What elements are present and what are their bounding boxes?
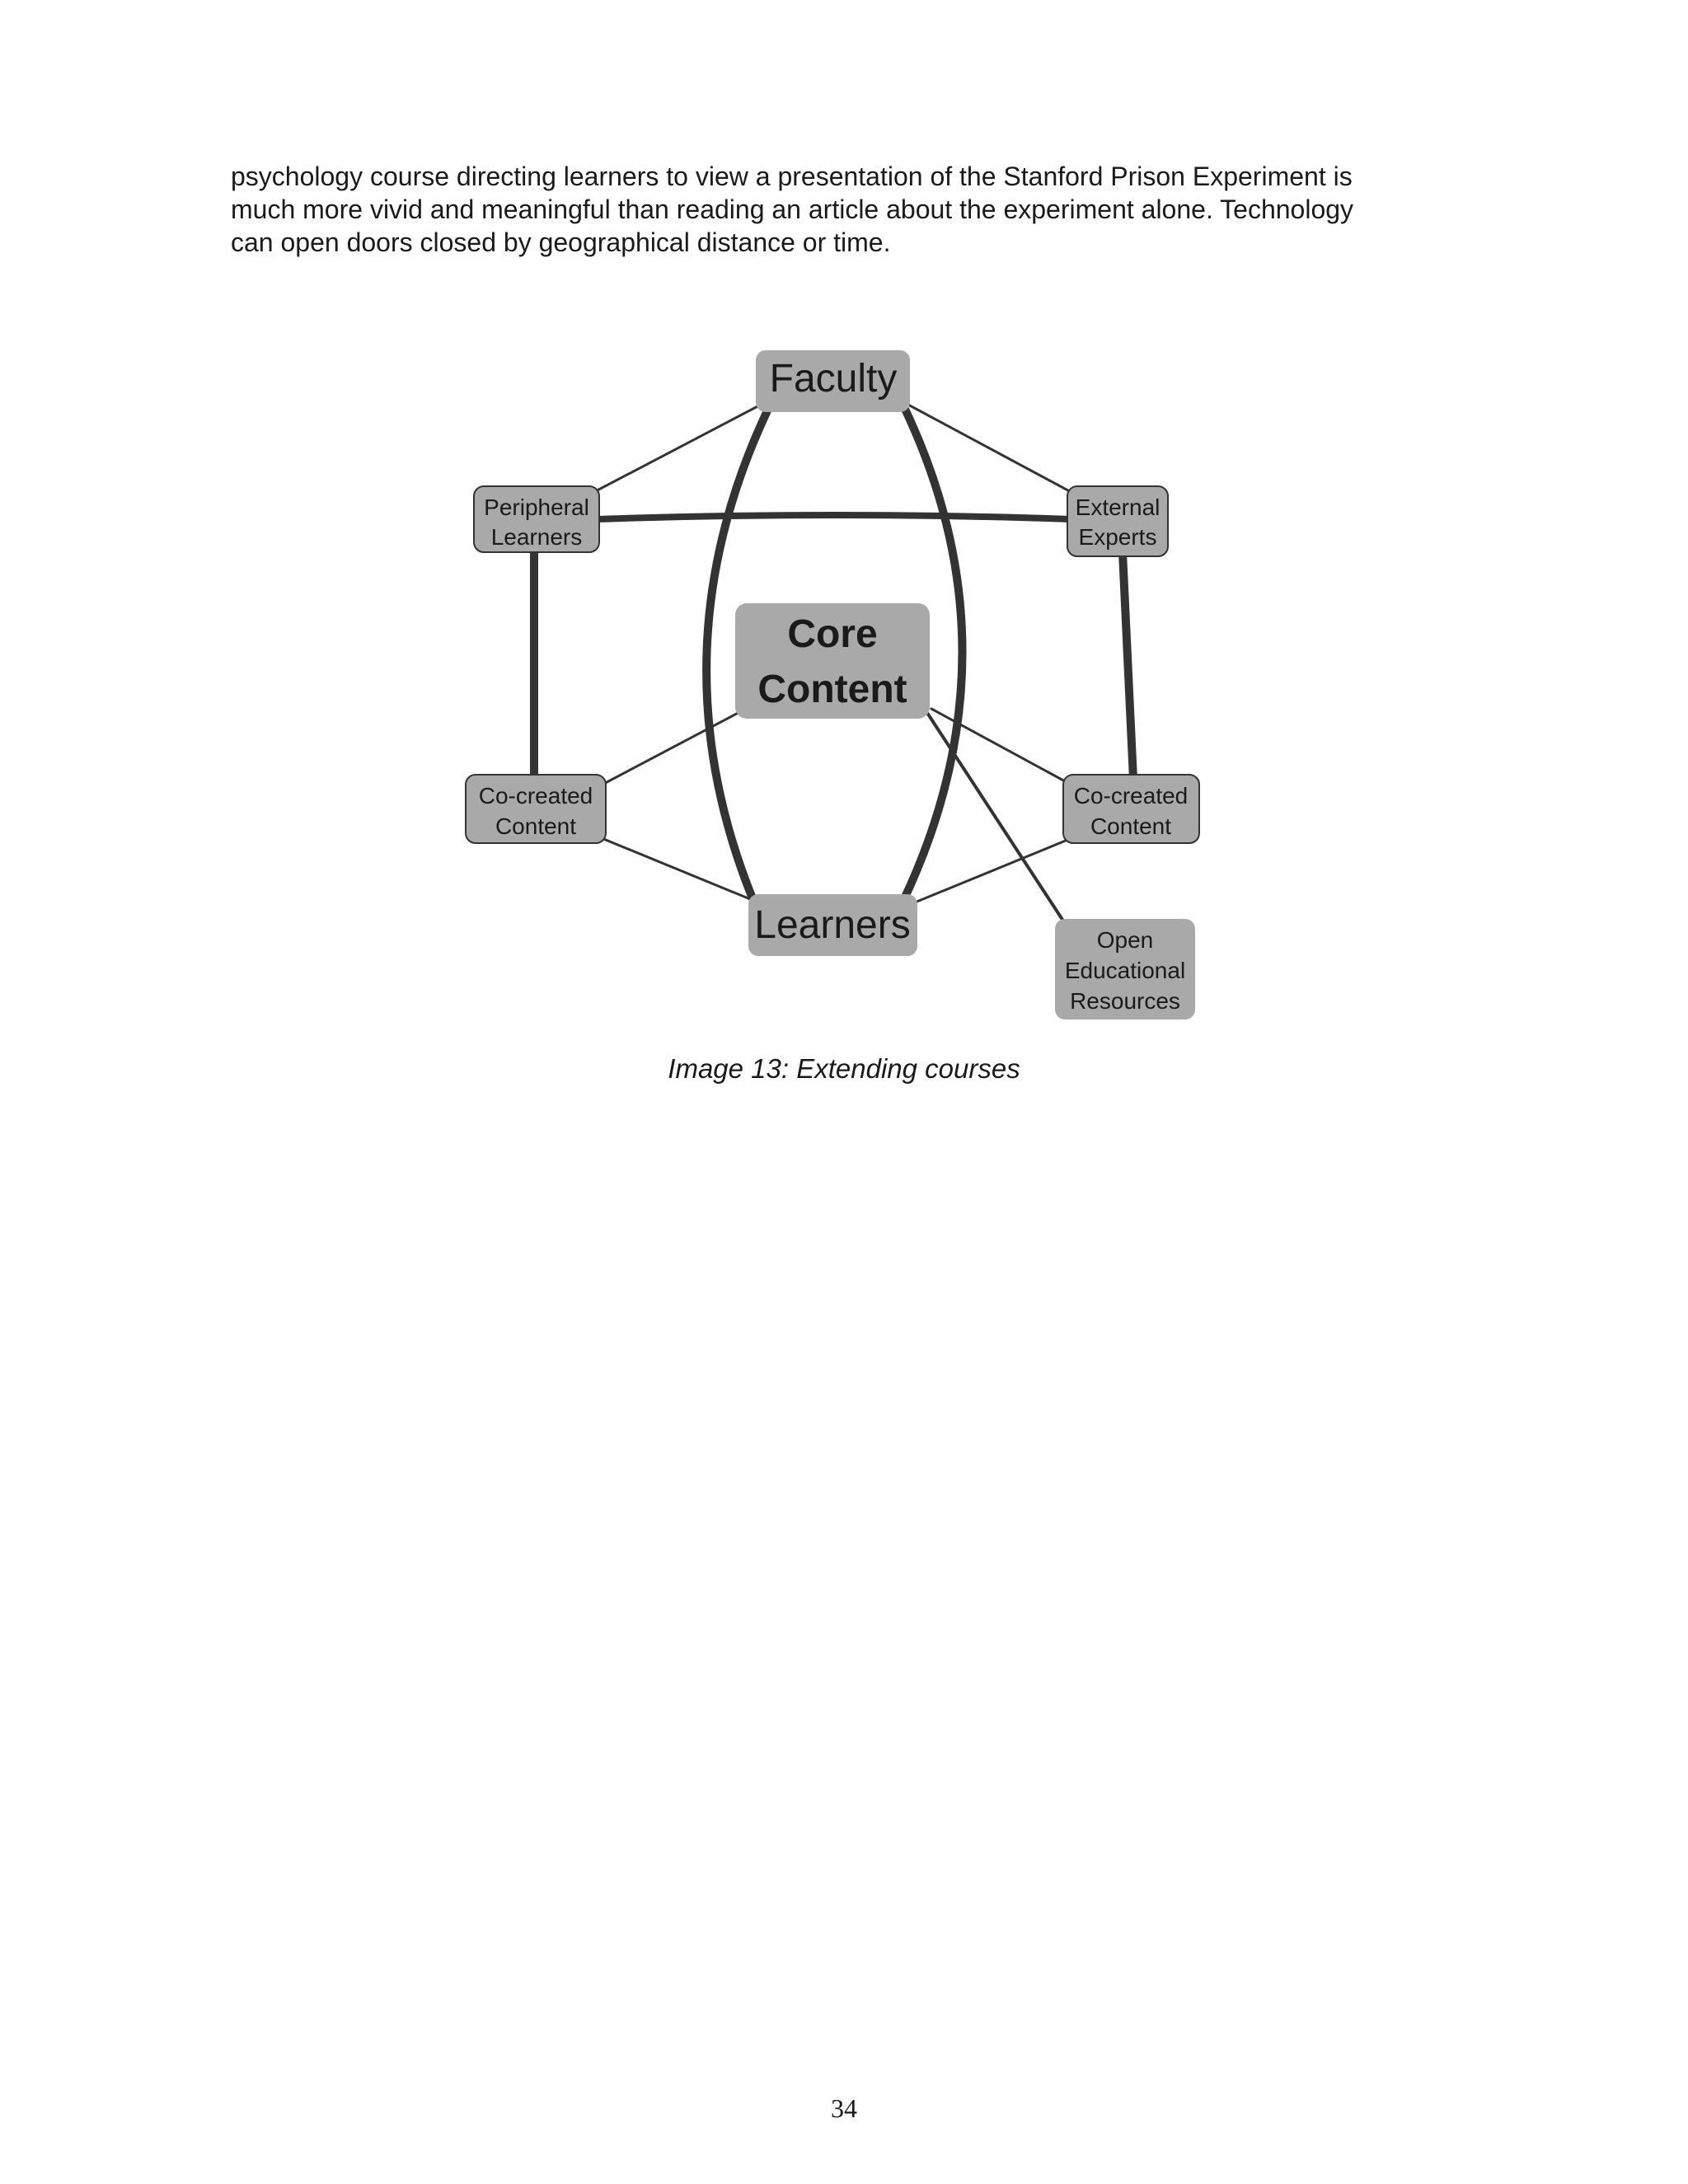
paragraph-line: psychology course directing learners to view a presentation of the Stanford Prison Experiment is <box>231 162 1353 191</box>
node-oer-label-line3: Resources <box>1070 988 1180 1014</box>
extending-courses-diagram <box>0 0 1688 1071</box>
paragraph-line: can open doors closed by geographical distance or time. <box>231 227 891 257</box>
node-external-label-line1: External <box>1075 494 1160 520</box>
edge-cocreated-right-learners <box>915 837 1076 902</box>
node-external-label-line2: Experts <box>1078 524 1157 550</box>
node-cocreated-right-label-line1: Co-created <box>1073 783 1189 808</box>
node-external-experts <box>1067 486 1168 556</box>
node-peripheral-label-line2: Learners <box>490 524 583 550</box>
node-open-educational-resources <box>1055 919 1195 1019</box>
paragraph-line: much more vivid and meaningful than reading an article about the experiment alone. Technology <box>231 194 1354 224</box>
edge-core-cocreated-left <box>598 709 746 787</box>
node-cocreated-left-label-line2: Content <box>495 813 577 839</box>
node-cocreated-right <box>1063 775 1199 843</box>
figure-caption: Image 13: Extending courses <box>668 1053 1020 1084</box>
node-peripheral-learners <box>474 486 599 552</box>
page-number: 34 <box>831 2093 857 2123</box>
node-learners-label: Learners <box>754 903 911 947</box>
edge-external-cocreated-right <box>1123 552 1133 779</box>
node-core-label-line2: Content <box>757 668 907 711</box>
node-cocreated-left <box>466 775 606 843</box>
node-peripheral-label-line1: Peripheral <box>484 494 589 520</box>
node-learners <box>748 894 917 956</box>
node-cocreated-left-label-line1: Co-created <box>478 783 593 808</box>
node-faculty <box>756 350 910 412</box>
node-faculty-label: Faculty <box>769 357 898 401</box>
edge-peripheral-external <box>598 515 1071 519</box>
node-cocreated-right-label-line2: Content <box>1090 813 1172 839</box>
node-oer-label-line1: Open <box>1096 927 1154 953</box>
node-core-label-line1: Core <box>787 612 878 656</box>
node-oer-label-line2: Educational <box>1064 958 1186 983</box>
node-core-content <box>735 603 930 719</box>
